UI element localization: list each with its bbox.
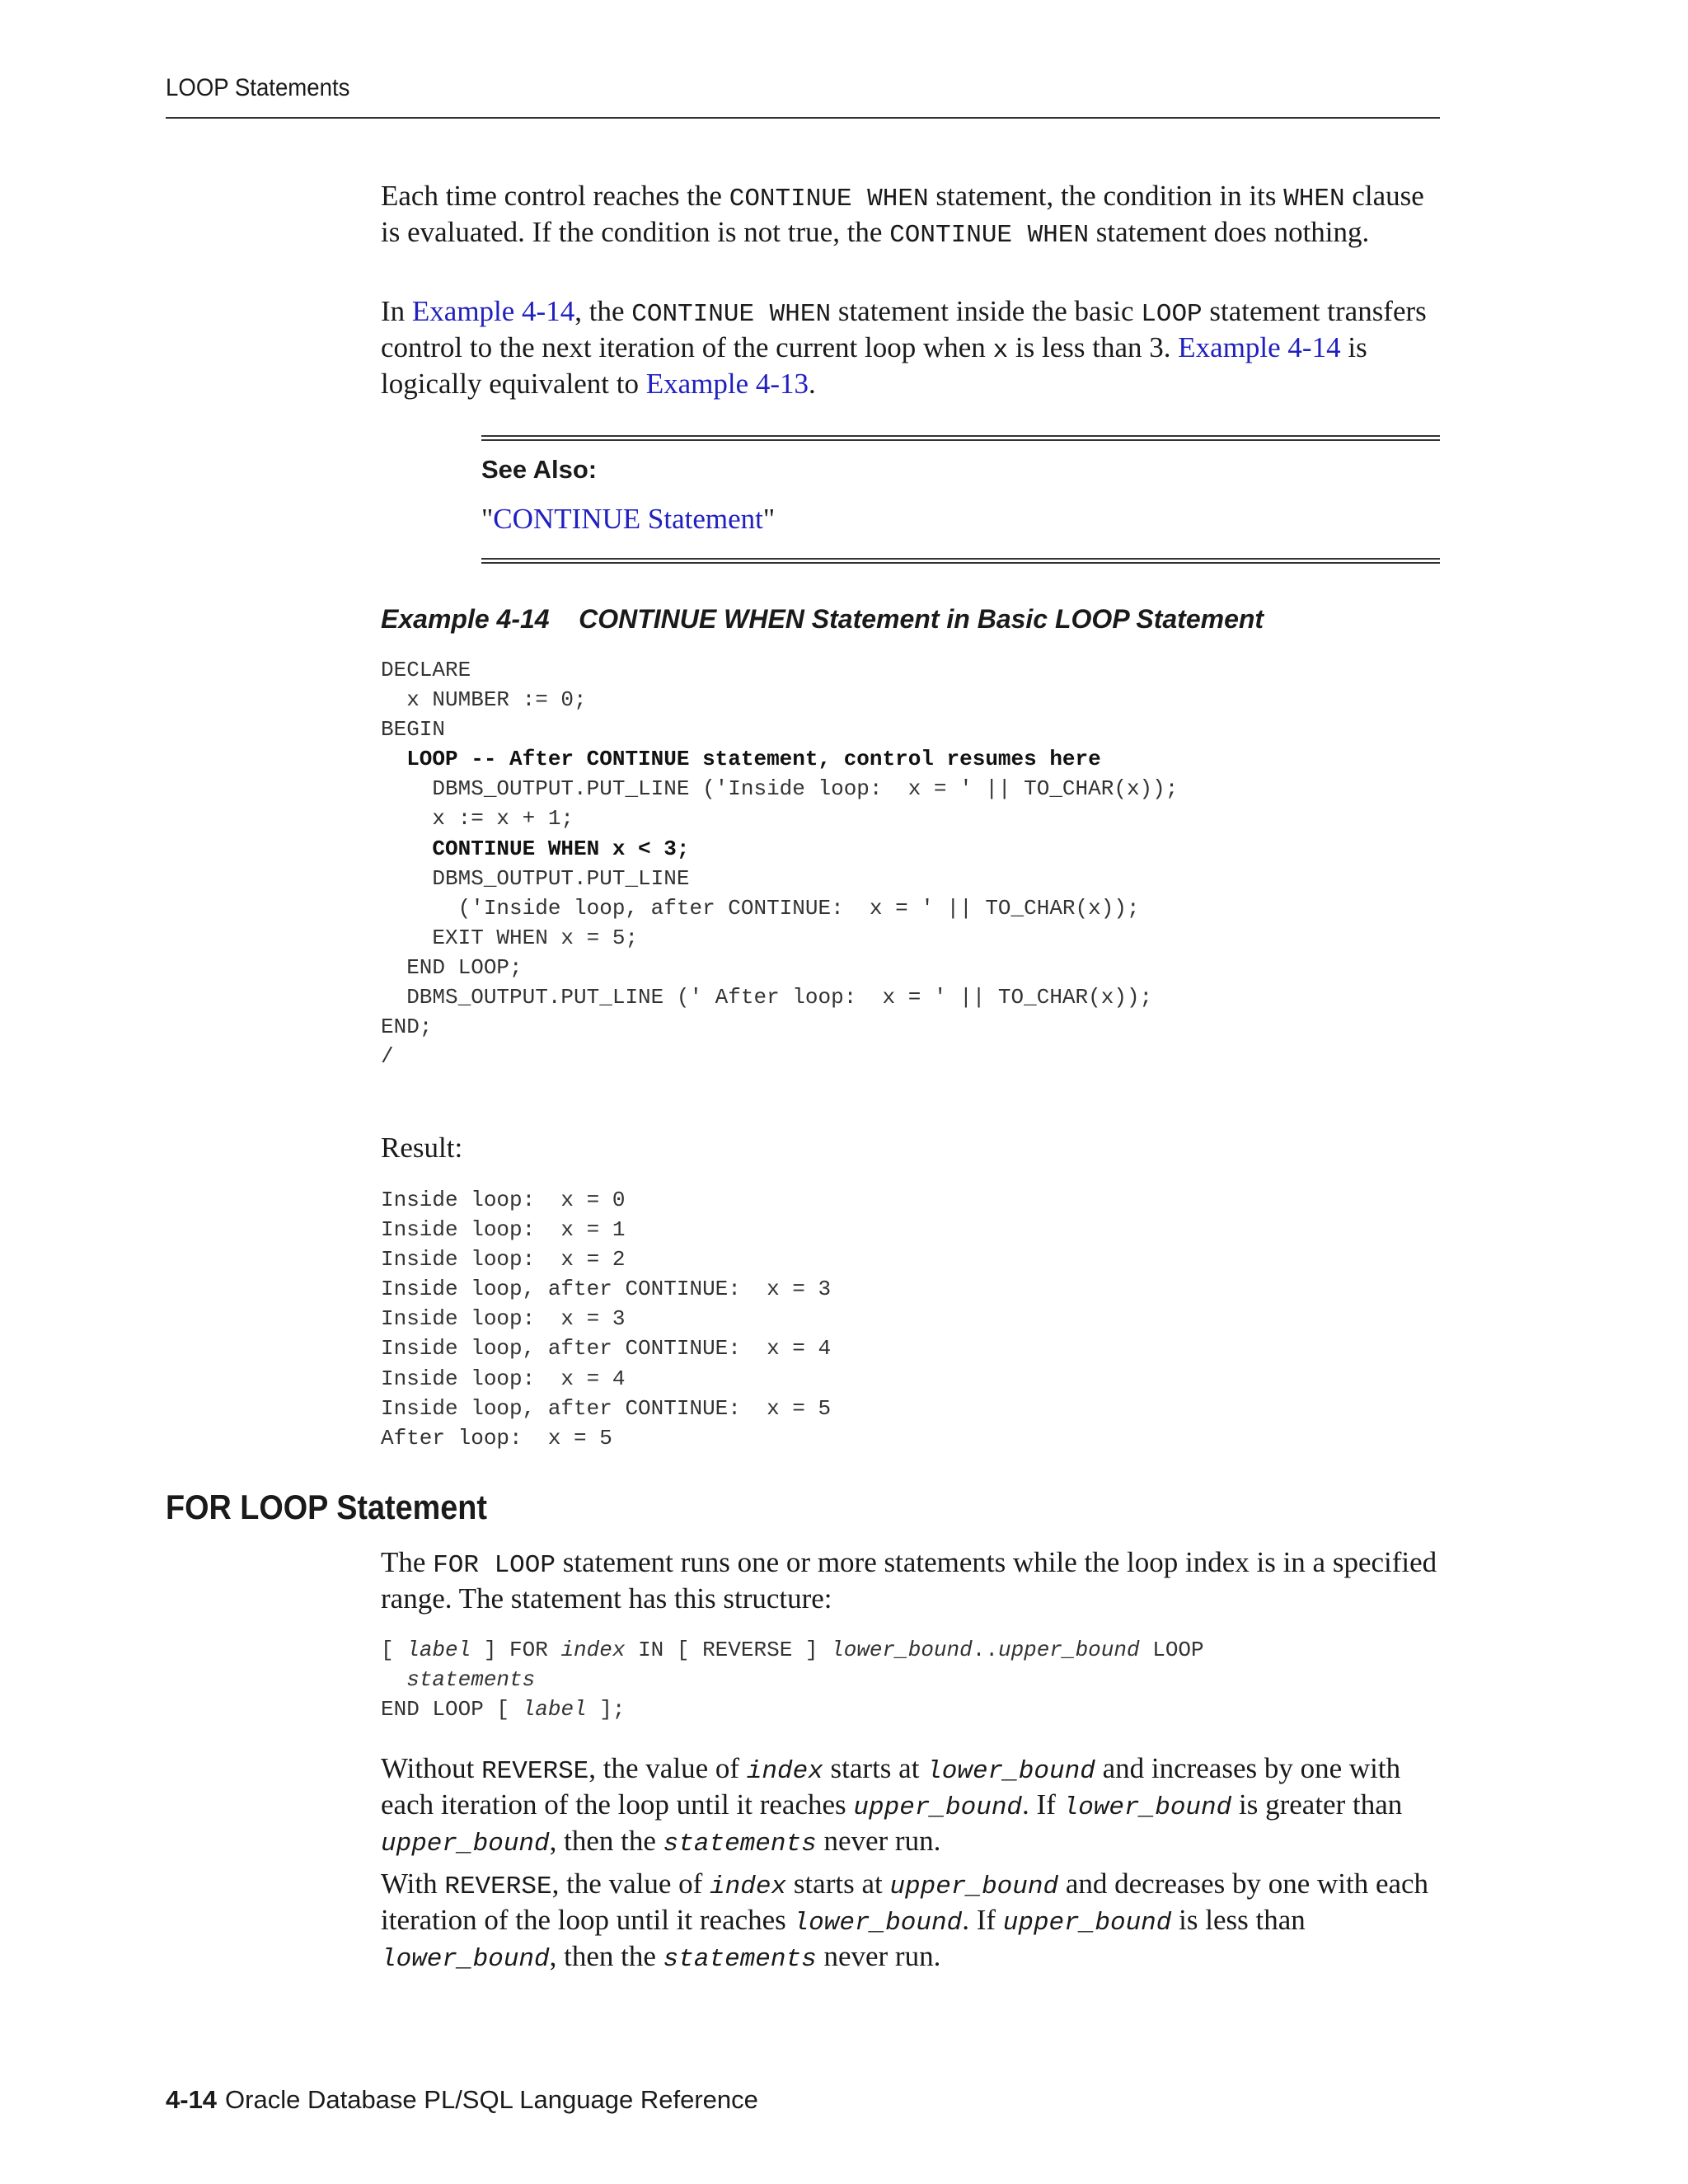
text: statement runs one or more statements while the loop index is in a specified range. The statement has this structure: bbox=[381, 1546, 1437, 1615]
see-also-reference bbox=[481, 503, 775, 536]
result-line: After loop: x = 5 bbox=[381, 1425, 612, 1451]
code-text bbox=[381, 1667, 406, 1692]
code-text: ]; bbox=[586, 1697, 626, 1722]
header-rule bbox=[166, 117, 1440, 119]
text: statement inside the basic bbox=[831, 295, 1142, 327]
text: is logically equivalent to bbox=[381, 331, 1367, 400]
text: and increases by one with each iteration of the loop until it reaches bbox=[381, 1752, 1401, 1821]
code-placeholder: statements bbox=[663, 1830, 817, 1858]
code-placeholder: index bbox=[746, 1757, 823, 1786]
code-keyword: CONTINUE WHEN bbox=[729, 185, 929, 213]
text: starts at bbox=[786, 1868, 890, 1900]
code-line: / bbox=[381, 1044, 394, 1070]
code-placeholder: upper_bound bbox=[997, 1638, 1140, 1662]
intro-paragraph-1 bbox=[381, 180, 1444, 252]
text: , then the bbox=[549, 1825, 663, 1857]
code-line: END; bbox=[381, 1015, 433, 1040]
code-line: BEGIN bbox=[381, 717, 446, 743]
text: , then the bbox=[549, 1940, 663, 1972]
continue-statement-link[interactable]: CONTINUE Statement bbox=[493, 503, 763, 535]
text: never run. bbox=[816, 1825, 941, 1857]
code-keyword: REVERSE bbox=[481, 1757, 589, 1786]
example-code-block bbox=[381, 655, 1178, 1071]
code-keyword: x bbox=[992, 336, 1009, 365]
result-line: Inside loop: x = 0 bbox=[381, 1188, 626, 1212]
see-also-label: See Also: bbox=[481, 455, 598, 484]
text: Without bbox=[381, 1752, 482, 1784]
code-placeholder: upper_bound bbox=[1002, 1909, 1172, 1938]
running-header: LOOP Statements bbox=[166, 74, 350, 101]
text: and decreases by one with each iteration of the loop until it reaches bbox=[381, 1868, 1429, 1936]
code-keyword: CONTINUE WHEN bbox=[631, 300, 832, 329]
text: , the bbox=[574, 295, 632, 327]
text: Each time control reaches the bbox=[381, 180, 729, 212]
see-also-top-rule bbox=[481, 435, 1440, 441]
page-footer bbox=[166, 2085, 758, 2115]
code-line: DBMS_OUTPUT.PUT_LINE ('Inside loop: x = ' || TO_CHAR(x)); bbox=[381, 776, 1179, 802]
code-line: EXIT WHEN x = 5; bbox=[381, 925, 639, 950]
text: clause is evaluated. If the condition is not true, the bbox=[381, 180, 1424, 248]
code-line: x NUMBER := 0; bbox=[381, 687, 587, 713]
code-placeholder: lower_bound bbox=[926, 1757, 1095, 1786]
result-line: Inside loop, after CONTINUE: x = 5 bbox=[381, 1395, 832, 1421]
code-text: LOOP bbox=[1139, 1638, 1204, 1662]
result-label: Result: bbox=[381, 1132, 463, 1164]
code-text: IN [ REVERSE ] bbox=[625, 1638, 832, 1662]
example-4-14-link[interactable]: Example 4-14 bbox=[1178, 331, 1341, 363]
code-text: ] FOR bbox=[471, 1638, 561, 1662]
code-line: x := x + 1; bbox=[381, 806, 574, 832]
syntax-block bbox=[381, 1635, 1204, 1724]
result-line: Inside loop: x = 2 bbox=[381, 1247, 626, 1272]
result-line: Inside loop: x = 1 bbox=[381, 1217, 626, 1243]
code-placeholder: lower_bound bbox=[1062, 1793, 1232, 1822]
code-placeholder: lower_bound bbox=[381, 1945, 550, 1974]
code-placeholder: lower_bound bbox=[793, 1909, 963, 1938]
for-loop-paragraph-2 bbox=[381, 1752, 1444, 1861]
text: statement does nothing. bbox=[1089, 216, 1370, 248]
code-line: CONTINUE WHEN x < 3; bbox=[381, 836, 690, 861]
code-placeholder: statements bbox=[663, 1945, 817, 1974]
code-line: DECLARE bbox=[381, 658, 471, 682]
result-output-block bbox=[381, 1185, 831, 1453]
code-line: DBMS_OUTPUT.PUT_LINE bbox=[381, 865, 690, 891]
page-number: 4-14 bbox=[166, 2085, 218, 2114]
code-line: DBMS_OUTPUT.PUT_LINE (' After loop: x = ' || TO_CHAR(x)); bbox=[381, 985, 1153, 1010]
example-title: Example 4-14 CONTINUE WHEN Statement in Basic LOOP Statement bbox=[381, 604, 1264, 634]
code-placeholder: index bbox=[710, 1872, 787, 1901]
code-text: [ bbox=[381, 1638, 407, 1662]
code-keyword: FOR LOOP bbox=[433, 1551, 556, 1580]
text: . bbox=[809, 368, 816, 400]
text: never run. bbox=[816, 1940, 941, 1972]
intro-paragraph-2 bbox=[381, 295, 1444, 401]
code-line: ('Inside loop, after CONTINUE: x = ' || TO_CHAR(x)); bbox=[381, 895, 1140, 921]
code-keyword: REVERSE bbox=[444, 1872, 552, 1901]
code-placeholder: index bbox=[560, 1638, 626, 1662]
code-text: END LOOP [ bbox=[381, 1697, 523, 1722]
text: , the value of bbox=[551, 1868, 710, 1900]
code-keyword: CONTINUE WHEN bbox=[889, 221, 1090, 250]
text: With bbox=[381, 1868, 445, 1900]
text: statement, the condition in its bbox=[928, 180, 1284, 212]
code-text: .. bbox=[972, 1638, 998, 1662]
result-line: Inside loop: x = 4 bbox=[381, 1366, 626, 1391]
code-placeholder: upper_bound bbox=[889, 1872, 1059, 1901]
code-placeholder: upper_bound bbox=[381, 1830, 550, 1858]
example-4-14-link[interactable]: Example 4-14 bbox=[411, 295, 575, 327]
code-keyword: WHEN bbox=[1283, 185, 1345, 213]
quote-mark: " bbox=[481, 503, 494, 535]
code-placeholder: lower_bound bbox=[831, 1638, 973, 1662]
text: statement transfers control to the next iteration of the current loop when bbox=[381, 295, 1427, 363]
result-line: Inside loop, after CONTINUE: x = 4 bbox=[381, 1336, 832, 1361]
code-placeholder: label bbox=[522, 1697, 587, 1722]
code-keyword: LOOP bbox=[1141, 300, 1203, 329]
text: is less than 3. bbox=[1008, 331, 1179, 363]
text: , the value of bbox=[588, 1752, 747, 1784]
result-line: Inside loop: x = 3 bbox=[381, 1306, 626, 1332]
see-also-bottom-rule bbox=[481, 558, 1440, 564]
code-placeholder: label bbox=[406, 1638, 471, 1662]
result-line: Inside loop, after CONTINUE: x = 3 bbox=[381, 1277, 832, 1302]
text: . If bbox=[1022, 1788, 1063, 1821]
text: In bbox=[381, 295, 412, 327]
code-placeholder: upper_bound bbox=[853, 1793, 1023, 1822]
text: is greater than bbox=[1231, 1788, 1403, 1821]
text: is less than bbox=[1171, 1904, 1306, 1936]
for-loop-paragraph-3 bbox=[381, 1868, 1444, 1976]
code-line: END LOOP; bbox=[381, 954, 523, 980]
book-title: Oracle Database PL/SQL Language Reference bbox=[225, 2085, 758, 2114]
for-loop-paragraph-1 bbox=[381, 1546, 1444, 1615]
quote-mark: " bbox=[762, 503, 776, 535]
text: The bbox=[381, 1546, 434, 1578]
section-heading: FOR LOOP Statement bbox=[166, 1488, 487, 1526]
text: starts at bbox=[823, 1752, 927, 1784]
code-placeholder: statements bbox=[406, 1667, 536, 1693]
text: . If bbox=[962, 1904, 1003, 1936]
code-line: LOOP -- After CONTINUE statement, control resumes here bbox=[381, 747, 1101, 772]
example-4-13-link[interactable]: Example 4-13 bbox=[645, 368, 809, 400]
